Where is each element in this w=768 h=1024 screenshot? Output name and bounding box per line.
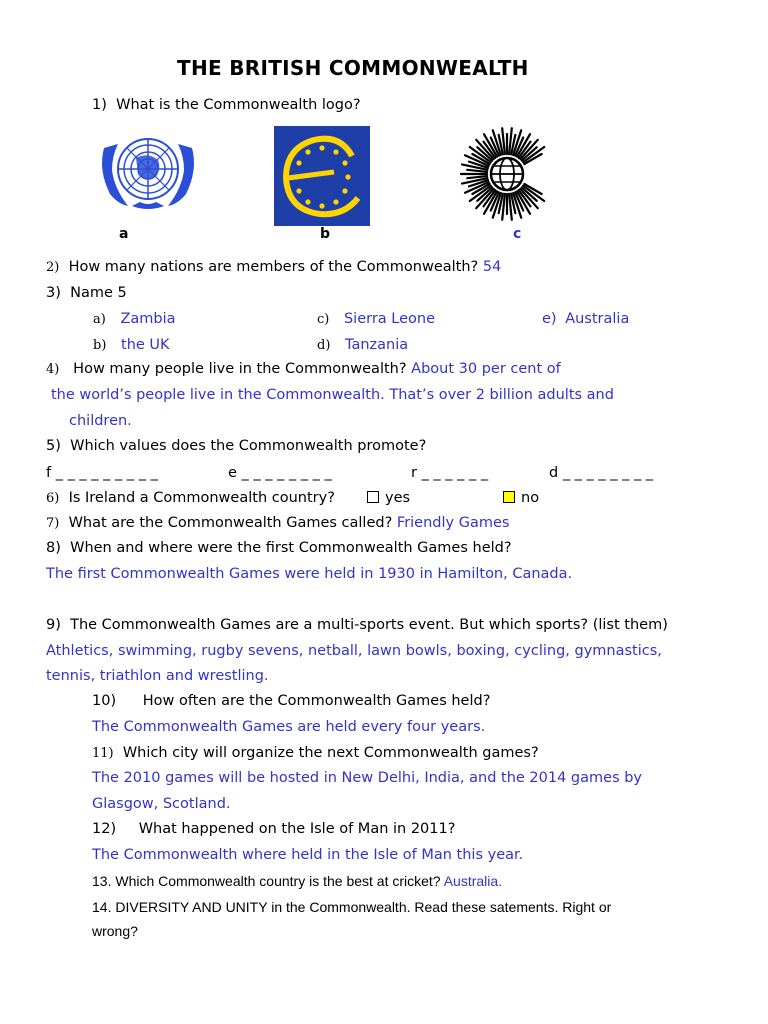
question-text: What is the Commonwealth logo? — [116, 97, 361, 113]
list-item: c) Sierra Leone — [317, 311, 436, 327]
option-label-a: a — [119, 226, 129, 242]
question-12: 12) What happened on the Isle of Man in 2011? — [92, 821, 456, 837]
question-14: 14. DIVERSITY AND UNITY in the Commonwealth. Read these satements. Right or — [92, 899, 612, 915]
answer-line: children. — [69, 413, 132, 429]
option-label-c: c — [513, 226, 522, 242]
page-title: THE BRITISH COMMONWEALTH — [177, 56, 529, 80]
list-item: a) Zambia — [93, 311, 176, 327]
answer-line: The Commonwealth where held in the Isle of Man this year. — [92, 847, 524, 863]
question-1 — [92, 97, 361, 113]
answer-line: the world’s people live in the Commonwealth. That’s over 2 billion adults and — [51, 387, 614, 403]
blank-d[interactable]: d _ _ _ _ _ _ _ _ — [549, 465, 654, 481]
question-number: 1) — [92, 97, 107, 113]
yes-checkbox[interactable] — [367, 491, 379, 503]
answer-line: The 2010 games will be hosted in New Delhi, India, and the 2014 games by — [92, 770, 643, 786]
question-9: 9) The Commonwealth Games are a multi-sports event. But which sports? (list them) — [46, 617, 668, 633]
question-6: 6) Is Ireland a Commonwealth country? — [46, 490, 335, 506]
answer-line: The Commonwealth Games are held every four years. — [92, 719, 486, 735]
council-of-europe-emblem[interactable] — [274, 126, 370, 226]
question-13: 13. Which Commonwealth country is the best at cricket? Australia. — [92, 873, 503, 889]
commonwealth-emblem[interactable] — [457, 124, 565, 224]
answer: 54 — [482, 259, 502, 275]
blank-r[interactable]: r _ _ _ _ _ _ — [411, 465, 489, 481]
list-item: d) Tanzania — [317, 337, 409, 353]
blank-f[interactable]: f _ _ _ _ _ _ _ _ _ — [46, 465, 158, 481]
question-11: 11) Which city will organize the next Commonwealth games? — [92, 745, 539, 761]
blank-e[interactable]: e _ _ _ _ _ _ _ _ — [228, 465, 332, 481]
option-label-b: b — [320, 226, 331, 242]
question-2: 2) How many nations are members of the Commonwealth? 54 — [46, 259, 502, 275]
question-4: 4) How many people live in the Commonwealth? About 30 per cent of — [46, 361, 561, 377]
united-nations-emblem[interactable] — [96, 128, 200, 212]
question-3: 3) Name 5 — [46, 285, 127, 301]
question-8: 8) When and where were the first Commonwealth Games held? — [46, 540, 512, 556]
list-item: b) the UK — [93, 337, 170, 353]
option-no[interactable]: no — [503, 490, 539, 506]
question-10: 10) How often are the Commonwealth Games held? — [92, 693, 491, 709]
question-7: 7) What are the Commonwealth Games called? Friendly Games — [46, 515, 510, 531]
option-yes[interactable]: yes — [367, 490, 410, 506]
question-14-cont: wrong? — [92, 923, 138, 939]
answer-line: Athletics, swimming, rugby sevens, netball, lawn bowls, boxing, cycling, gymnastics, — [46, 643, 662, 659]
question-5: 5) Which values does the Commonwealth promote? — [46, 438, 427, 454]
list-item: e) Australia — [542, 311, 630, 327]
no-checkbox[interactable] — [503, 491, 515, 503]
answer-line: Glasgow, Scotland. — [92, 796, 231, 812]
answer-line: The first Commonwealth Games were held in 1930 in Hamilton, Canada. — [46, 566, 573, 582]
answer-line: tennis, triathlon and wrestling. — [46, 668, 269, 684]
